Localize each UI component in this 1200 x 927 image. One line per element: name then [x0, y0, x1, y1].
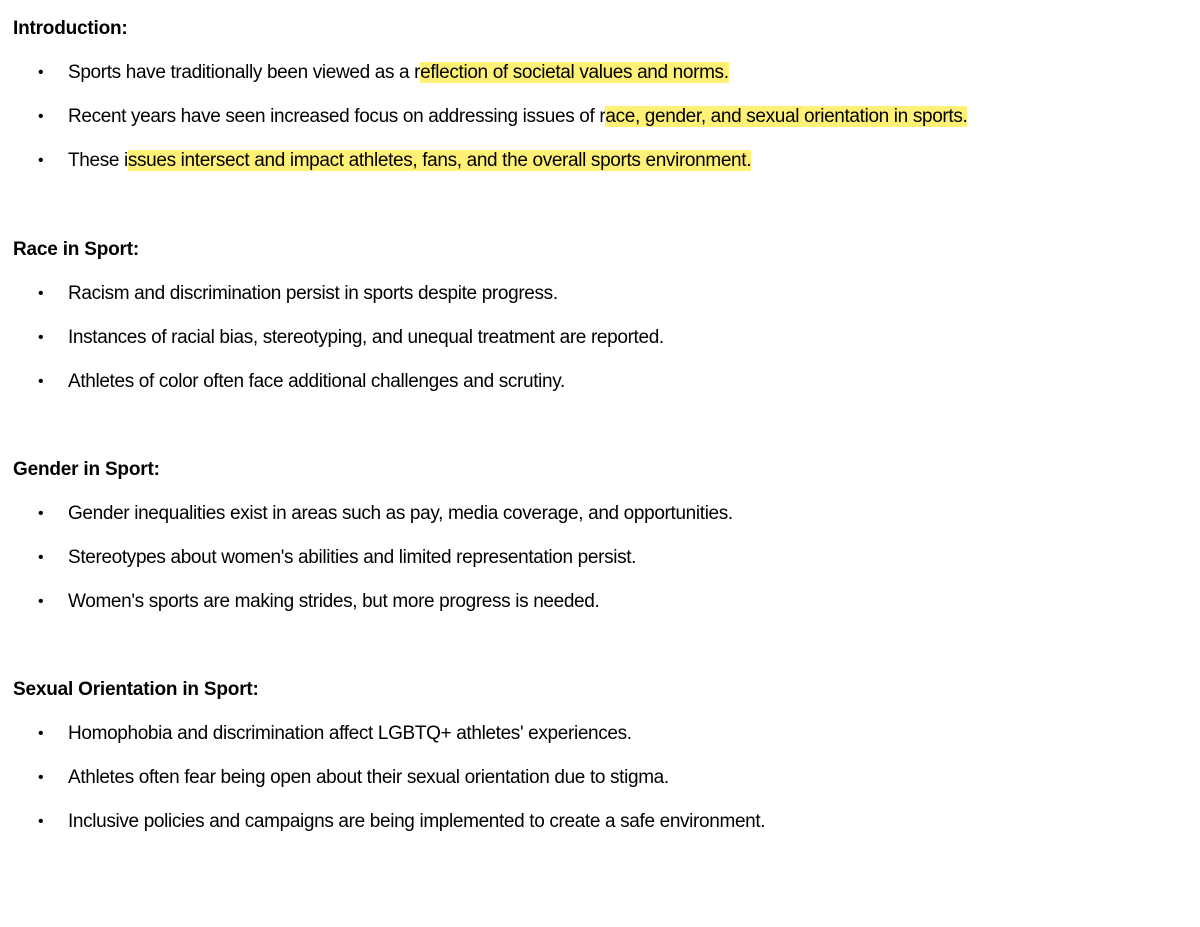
bullet-icon: •: [38, 285, 44, 302]
list-item-text: Homophobia and discrimination affect LGBTQ+ athletes' experiences.: [68, 723, 632, 744]
list-item: [0, 546, 1200, 572]
list-item: [0, 590, 1200, 616]
item-text-plain: These i: [68, 150, 128, 171]
item-text-highlighted: ssues intersect and impact athletes, fans, and the overall sports environment.: [127, 150, 752, 171]
list-item-text: Racism and discrimination persist in sports despite progress.: [68, 283, 558, 304]
list-item: [0, 149, 1200, 175]
list-item: [0, 766, 1200, 792]
list-item-text: Instances of racial bias, stereotyping, and unequal treatment are reported.: [68, 327, 664, 348]
bullet-icon: •: [38, 593, 44, 610]
list-item: [0, 282, 1200, 308]
bullet-icon: •: [38, 505, 44, 522]
list-item-text: Athletes of color often face additional challenges and scrutiny.: [68, 371, 565, 392]
item-text-plain: Sports have traditionally been viewed as a r: [68, 62, 421, 83]
bullet-icon: •: [38, 64, 44, 81]
bullet-icon: •: [38, 725, 44, 742]
section-heading: Race in Sport:: [13, 239, 139, 260]
bullet-icon: •: [38, 549, 44, 566]
item-text-highlighted: ace, gender, and sexual orientation in sports.: [605, 106, 968, 127]
list-item: [0, 722, 1200, 748]
list-item-text: Athletes often fear being open about their sexual orientation due to stigma.: [68, 767, 669, 788]
item-text-highlighted: eflection of societal values and norms.: [420, 62, 729, 83]
bullet-icon: •: [38, 329, 44, 346]
list-item-text: [68, 61, 729, 85]
bullet-icon: •: [38, 373, 44, 390]
list-item-text: [68, 149, 751, 173]
section-heading: Introduction:: [13, 18, 128, 39]
bullet-icon: •: [38, 769, 44, 786]
list-item-text: Inclusive policies and campaigns are being implemented to create a safe environment.: [68, 811, 766, 832]
list-item: [0, 105, 1200, 131]
bullet-icon: •: [38, 813, 44, 830]
list-item: [0, 61, 1200, 87]
list-item-text: [68, 105, 967, 129]
item-text-plain: Recent years have seen increased focus on addressing issues of r: [68, 106, 606, 127]
bullet-icon: •: [38, 152, 44, 169]
bullet-icon: •: [38, 108, 44, 125]
section-heading: Sexual Orientation in Sport:: [13, 679, 259, 700]
list-item-text: Stereotypes about women's abilities and limited representation persist.: [68, 547, 637, 568]
list-item: [0, 326, 1200, 352]
list-item-text: Women's sports are making strides, but more progress is needed.: [68, 591, 600, 612]
list-item: [0, 502, 1200, 528]
list-item: [0, 370, 1200, 396]
list-item-text: Gender inequalities exist in areas such as pay, media coverage, and opportunities.: [68, 503, 733, 524]
section-heading: Gender in Sport:: [13, 459, 160, 480]
list-item: [0, 810, 1200, 836]
